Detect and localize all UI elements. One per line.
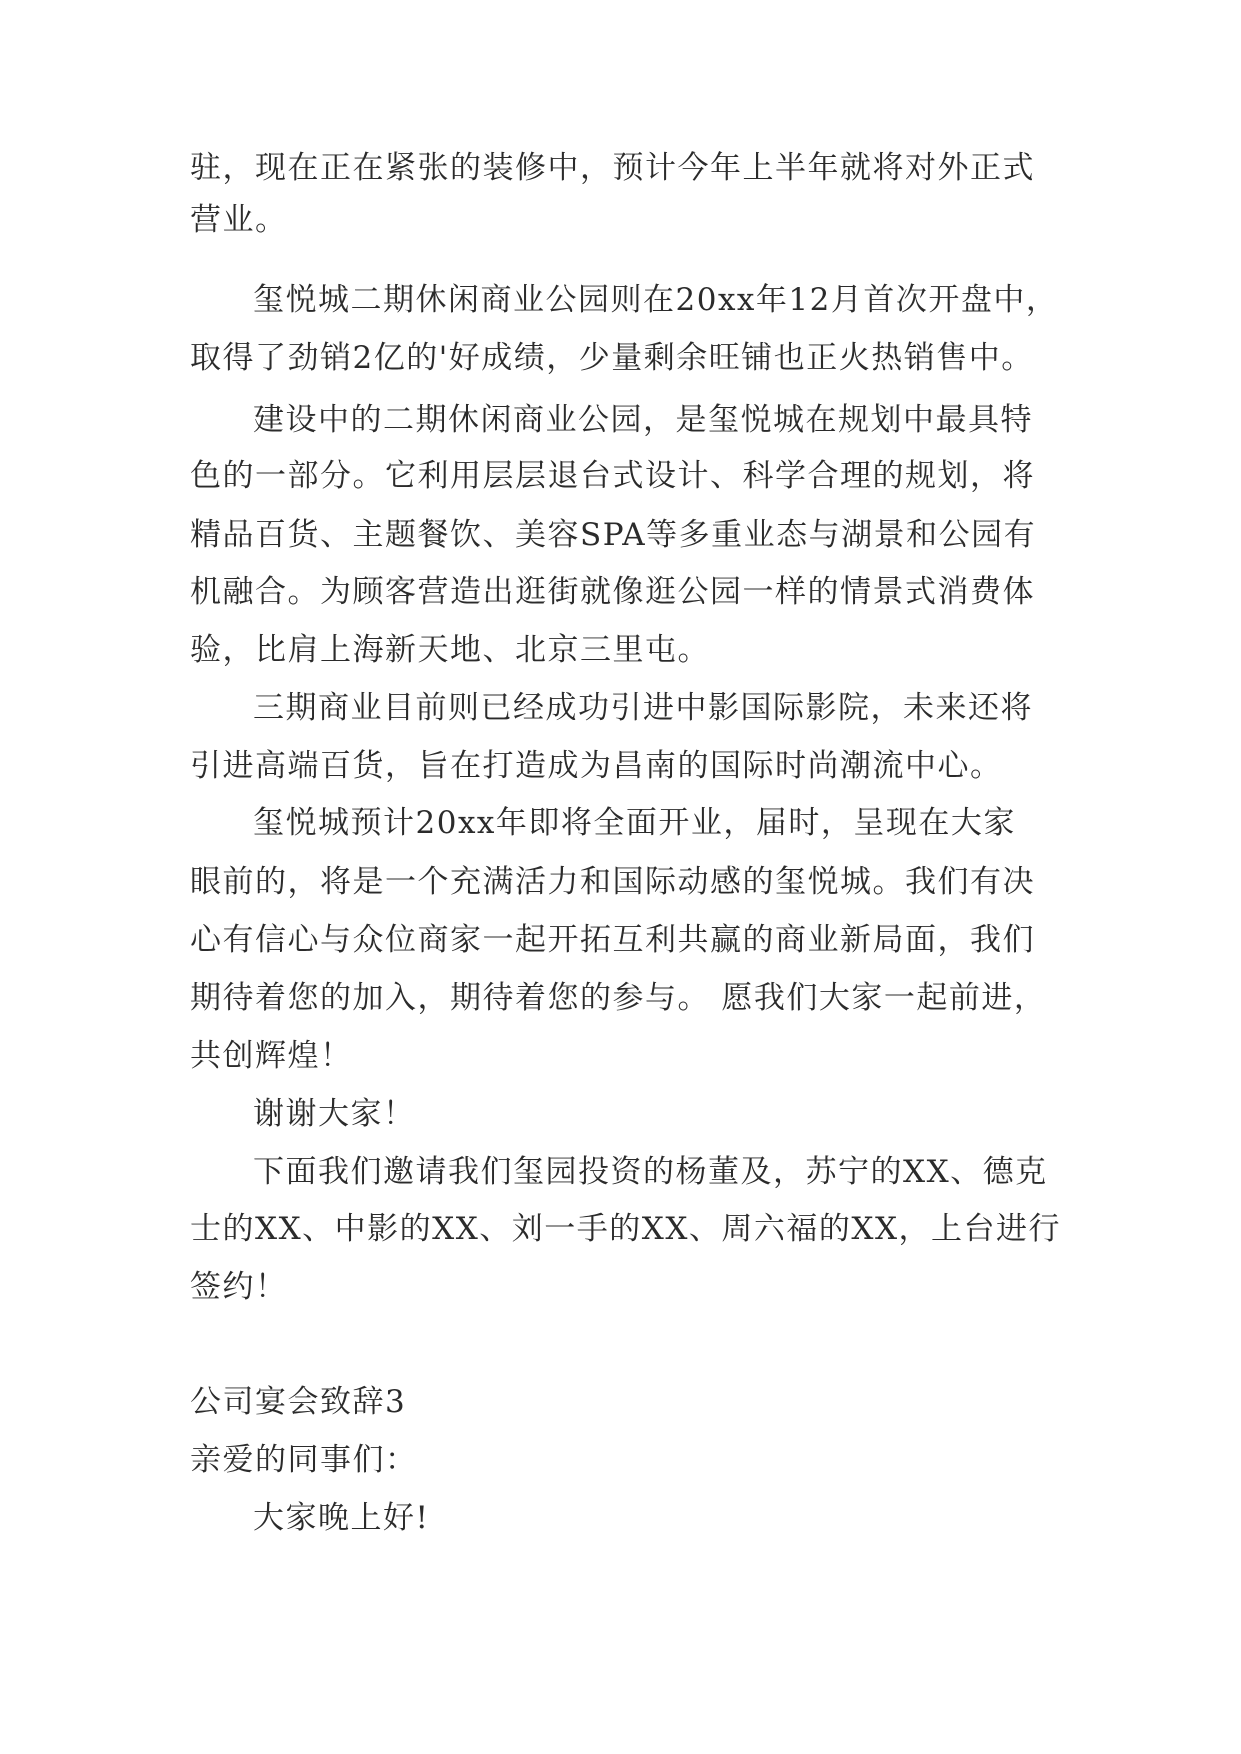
paragraph-line: 营业。 [190,202,288,238]
paragraph-line: 色的一部分。它利用层层退台式设计、科学合理的规划，将 [190,458,1035,494]
greeting-line: 大家晚上好! [253,1500,430,1536]
paragraph-line: 验，比肩上海新天地、北京三里屯。 [190,632,710,668]
section-heading: 公司宴会致辞3 [190,1384,407,1420]
paragraph-line: 士的XX、中影的XX、刘一手的XX、周六福的XX，上台进行 [190,1211,1062,1247]
paragraph-line: 驻，现在正在紧张的装修中，预计今年上半年就将对外正式 [190,150,1035,186]
paragraph-line: 三期商业目前则已经成功引进中影国际影院，未来还将 [253,690,1033,726]
paragraph-line: 下面我们邀请我们玺园投资的杨董及，苏宁的XX、德克 [253,1154,1048,1190]
paragraph-line: 建设中的二期休闲商业公园，是玺悦城在规划中最具特 [253,402,1033,438]
paragraph-line: 谢谢大家！ [253,1096,416,1132]
paragraph-line: 玺悦城二期休闲商业公园则在20xx年12月首次开盘中， [253,282,1059,318]
paragraph-line: 玺悦城预计20xx年即将全面开业，届时，呈现在大家 [253,805,1016,841]
paragraph-line: 签约！ [190,1269,288,1305]
paragraph-line: 精品百货、主题餐饮、美容SPA等多重业态与湖景和公园有 [190,517,1037,553]
paragraph-line: 心有信心与众位商家一起开拓互利共赢的商业新局面，我们 [190,922,1035,958]
paragraph-line: 期待着您的加入，期待着您的参与。 愿我们大家一起前进， [190,980,1047,1016]
paragraph-line: 引进高端百货，旨在打造成为昌南的国际时尚潮流中心。 [190,748,1003,784]
paragraph-line: 取得了劲销2亿的'好成绩，少量剩余旺铺也正火热销售中。 [190,340,1034,376]
paragraph-line: 机融合。为顾客营造出逛街就像逛公园一样的情景式消费体 [190,574,1035,610]
salutation: 亲爱的同事们： [190,1442,418,1478]
paragraph-line: 眼前的，将是一个充满活力和国际动感的玺悦城。我们有决 [190,864,1035,900]
paragraph-line: 共创辉煌！ [190,1038,353,1074]
